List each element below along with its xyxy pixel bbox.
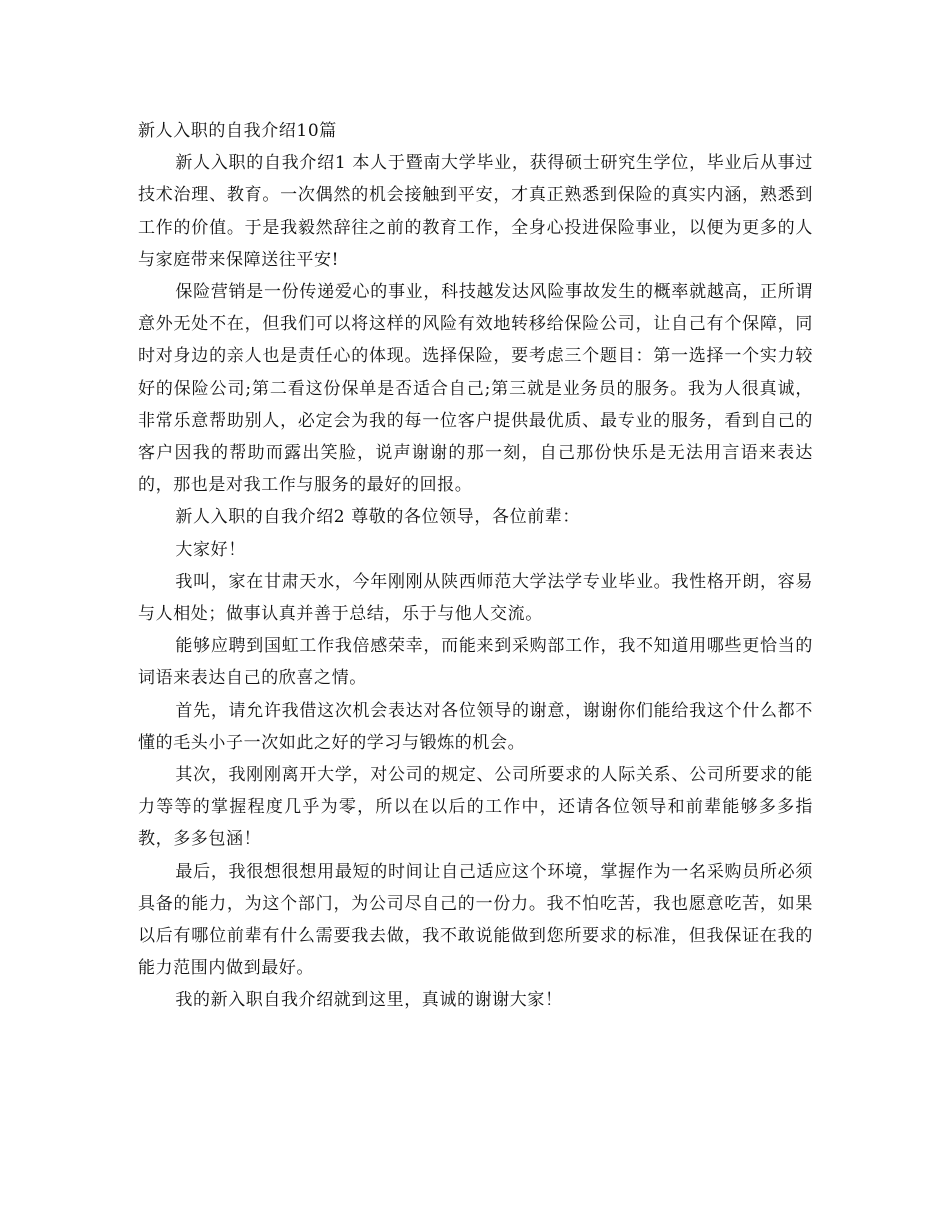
paragraph-9: 最后，我很想很想用最短的时间让自己适应这个环境，掌握作为一名采购员所必须具备的能力，为这个部门，为公司尽自己的一份力。我不怕吃苦，我也愿意吃苦，如果以后有哪位前辈有什么需要我去做，我不敢说能做到您所要求的标准，但我保证在我的能力范围内做到最好。 — [138, 861, 813, 979]
document-title: 新人入职的自我介绍10篇 — [138, 121, 337, 141]
paragraph-7: 首先，请允许我借这次机会表达对各位领导的谢意，谢谢你们能给我这个什么都不懂的毛头小子一次如此之好的学习与锻炼的机会。 — [138, 700, 813, 753]
paragraph-5: 我叫，家在甘肃天水，今年刚刚从陕西师范大学法学专业毕业。我性格开朗，容易与人相处；做事认真并善于总结，乐于与他人交流。 — [138, 571, 813, 625]
paragraph-6: 能够应聘到国虹工作我倍感荣幸，而能来到采购部工作，我不知道用哪些更恰当的词语来表达自己的欣喜之情。 — [138, 636, 813, 689]
paragraph-2: 保险营销是一份传递爱心的事业，科技越发达风险事故发生的概率就越高，正所谓意外无处不在，但我们可以将这样的风险有效地转移给保险公司，让自己有个保障，同时对身边的亲人也是责任心的体现。选择保险，要考虑三个题目：第一选择一个实力较好的保险公司;第二看这份保单是否适合自己;第三就是业务员的服务。我为人很真诚，非常乐意帮助别人，必定会为我的每一位客户提供最优质、最专业的服务，看到自己的客户因我的帮助而露出笑脸，说声谢谢的那一刻，自己那份快乐是无法用言语来表达的，那也是对我工作与服务的最好的回报。 — [138, 282, 813, 496]
paragraph-3: 新人入职的自我介绍2 尊敬的各位领导，各位前辈： — [175, 507, 581, 528]
paragraph-10: 我的新入职自我介绍就到这里，真诚的谢谢大家！ — [175, 990, 563, 1011]
paragraph-8: 其次，我刚刚离开大学，对公司的规定、公司所要求的人际关系、公司所要求的能力等等的掌握程度几乎为零，所以在以后的工作中，还请各位领导和前辈能够多多指教，多多包涵！ — [138, 765, 813, 850]
paragraph-1: 新人入职的自我介绍1 本人于暨南大学毕业，获得硕士研究生学位，毕业后从事过技术治理、教育。一次偶然的机会接触到平安，才真正熟悉到保险的真实内涵，熟悉到工作的价值。于是我毅然辞往之前的教育工作，全身心投进保险事业，以便为更多的人与家庭带来保障送往平安! — [138, 153, 813, 270]
document-body — [138, 115, 813, 1017]
paragraph-4: 大家好！ — [175, 539, 246, 560]
